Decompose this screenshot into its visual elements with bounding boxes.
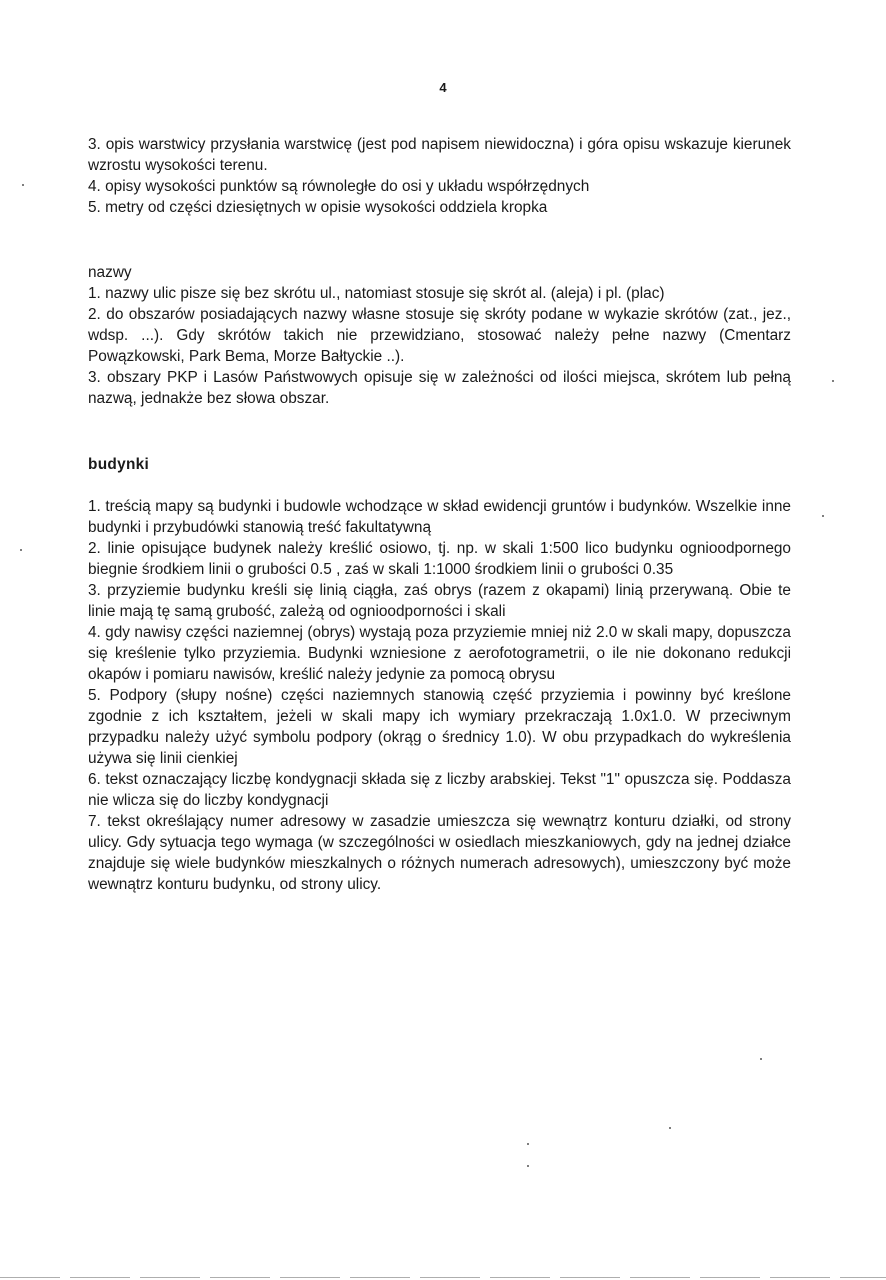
list-item: 1. treścią mapy są budynki i budowle wchodzące w skład ewidencji gruntów i budynków. Wszelkie inne budynki i przybudówki stanowią treść fakultatywną	[88, 498, 791, 536]
list-item: 1. nazwy ulic pisze się bez skrótu ul., natomiast stosuje się skrót al. (aleja) i pl. (plac)	[88, 285, 665, 302]
list-item: 4. gdy nawisy części naziemnej (obrys) wystają poza przyziemie mniej niż 2.0 w skali mapy, dopuszcza się kreślenie tylko przyziemia. Budynki wzniesione z aerofotogrametrii, o ile nie dokonano redukcji okapów i pomiaru nawisów, kreślić należy jedynie za pomocą obrysu	[88, 624, 791, 683]
list-item: 5. metry od części dziesiętnych w opisie wysokości oddziela kropka	[88, 199, 548, 216]
section-heading-buildings: budynki	[88, 456, 150, 473]
list-item: 3. opis warstwicy przysłania warstwicę (jest pod napisem niewidoczna) i góra opisu wskazuje kierunek wzrostu wysokości terenu.	[88, 136, 791, 174]
scan-speck	[527, 1165, 529, 1167]
scan-speck	[22, 184, 24, 186]
scan-speck	[822, 515, 824, 517]
scan-speck	[527, 1143, 529, 1145]
list-item: 6. tekst oznaczający liczbę kondygnacji składa się z liczby arabskiej. Tekst "1" opuszcza się. Poddasza nie wlicza się do liczby kondygnacji	[88, 771, 791, 809]
list-item: 2. do obszarów posiadających nazwy własne stosuje się skróty podane w wykazie skrótów (zat., jez., wdsp. ...). Gdy skrótów takich nie przewidziano, stosować należy pełne nazwy (Cmentarz Powązkowski, Park Bema, Morze Bałtyckie ..).	[88, 306, 791, 365]
list-item: 2. linie opisujące budynek należy kreślić osiowo, tj. np. w skali 1:500 lico budynku ognioodpornego biegnie środkiem linii o grubości 0.5 , zaś w skali 1:1000 środkiem linii o grubości 0.35	[88, 540, 791, 578]
names-section	[88, 262, 791, 409]
scan-speck	[832, 380, 834, 382]
buildings-section	[88, 454, 791, 895]
contours-section	[88, 134, 791, 218]
list-item: 3. przyziemie budynku kreśli się linią ciągła, zaś obrys (razem z okapami) linią przerywaną. Obie te linie mają tę samą grubość, zależą od ognioodporności i skali	[88, 582, 791, 620]
list-item: 7. tekst określający numer adresowy w zasadzie umieszcza się wewnątrz konturu działki, od strony ulicy. Gdy sytuacja tego wymaga (w szczególności w osiedlach mieszkaniowych, gdy na jednej działce znajduje się wiele budynków mieszkalnych o różnych numerach adresowych), umieszczony być może wewnątrz konturu budynku, od strony ulicy.	[88, 813, 791, 893]
spacer	[88, 475, 791, 496]
list-item: 5. Podpory (słupy nośne) części naziemnych stanowią część przyziemia i powinny być kreślone zgodnie z ich kształtem, jeżeli w skali mapy ich wymiary przekraczają 1.0x1.0. W przeciwnym przypadku należy użyć symbolu podpory (okrąg o średnicy 1.0). W obu przypadkach do wykreślenia używa się linii cienkiej	[88, 687, 791, 767]
scan-edge-line	[0, 1277, 886, 1278]
list-item: 4. opisy wysokości punktów są równoległe do osi y układu współrzędnych	[88, 178, 590, 195]
list-item: 3. obszary PKP i Lasów Państwowych opisuje się w zależności od ilości miejsca, skrótem lub pełną nazwą, jednakże bez słowa obszar.	[88, 369, 791, 407]
page-number: 4	[439, 80, 447, 95]
section-heading-names: nazwy	[88, 264, 132, 281]
scan-speck	[669, 1127, 671, 1129]
scan-speck	[760, 1058, 762, 1060]
scan-speck	[20, 549, 22, 551]
